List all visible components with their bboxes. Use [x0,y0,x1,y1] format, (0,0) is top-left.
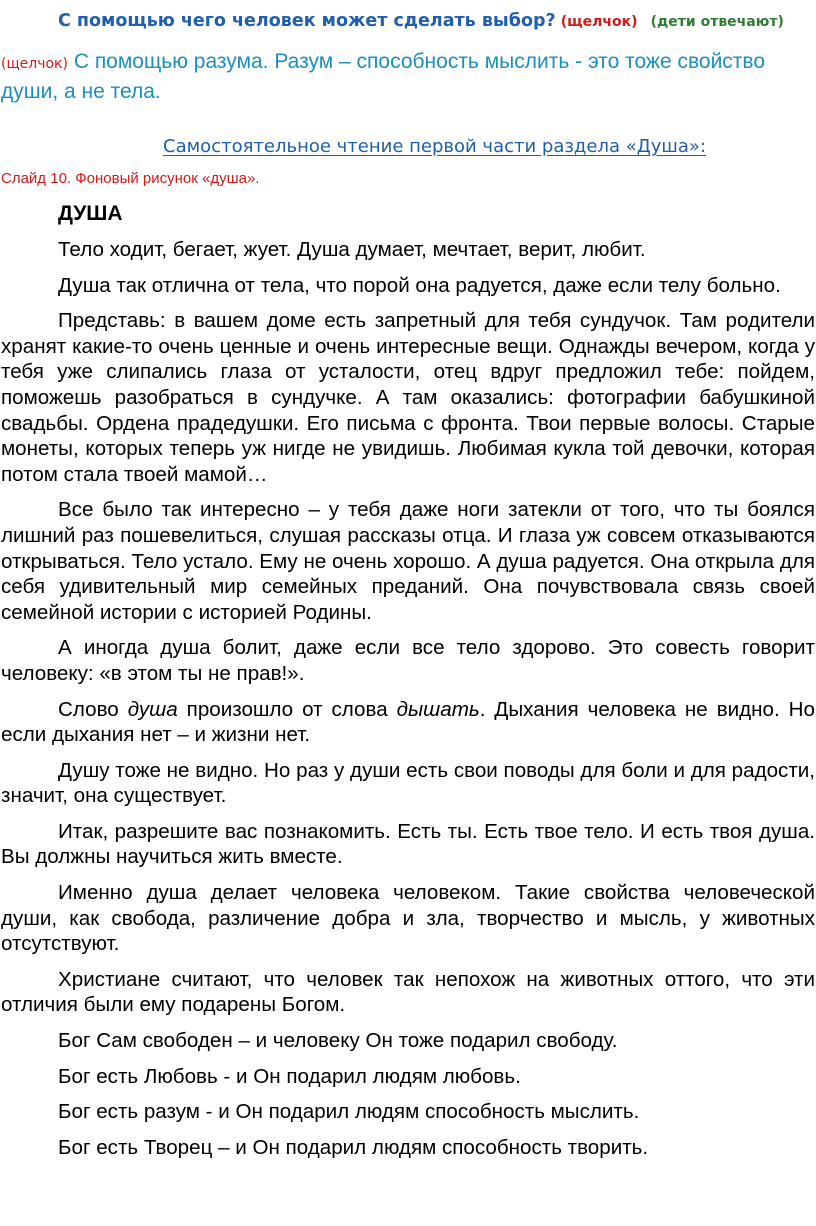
section-title: Самостоятельное чтение первой части раздела «Душа»: [163,136,707,157]
reading-heading: ДУША [58,202,123,225]
paragraph: Душа так отлична от тела, что порой она радуется, даже если телу больно. [58,273,781,297]
paragraph: Именно душа делает человека человеком. Такие свойства человеческой души, как свобода, различение добра и зла, творчество и мысль, у животных отсутствуют. [1,881,815,956]
reading-text [1,200,815,1170]
answer-text: С помощью разума. Разум – способность мыслить - это тоже свойство души, а не тела. [1,50,766,103]
teacher-question [58,11,808,31]
paragraph: Бог есть Творец – и Он подарил людям способность творить. [58,1135,649,1159]
paragraph: Душу тоже не видно. Но раз у души есть свои поводы для боли и для радости, значит, она существует. [1,758,815,808]
italic-word: душа [127,697,178,721]
click-note: (щелчок) [560,14,638,30]
paragraph-text: Слово [58,697,128,721]
paragraph: Бог Сам свободен – и человеку Он тоже подарил свободу. [58,1029,618,1053]
paragraph: А иногда душа болит, даже если все тело здорово. Это совесть говорит человеку: «в этом ты не прав!». [1,636,815,685]
slide-note: Слайд 10. Фоновый рисунок «душа». [1,170,260,187]
paragraph: Христиане считают, что человек так непохож на животных оттого, что эти отличия были ему подарены Богом. [1,967,815,1017]
paragraph: Представь: в вашем доме есть запретный для тебя сундучок. Там родители хранят какие-то очень ценные и очень интересные вещи. Однажды вечером, когда у тебя уже слипались глаза от усталости, отец вдруг предложил тебе: пойдем, поможешь разобраться в сундучке. А там оказались: фотографии бабушкиной свадьбы. Ордена прадедушки. Его письма с фронта. Твои первые волосы. Старые монеты, которых теперь уж нигде не увидишь. Любимая кукла той девочки, которая потом стала твоей мамой… [1,309,815,486]
paragraph: Бог есть разум - и Он подарил людям способность мыслить. [58,1100,640,1124]
children-answer-note: (дети отвечают) [650,14,784,30]
click-note: (щелчок) [1,56,68,72]
paragraph: Все было так интересно – у тебя даже ноги затекли от того, что ты боялся лишний раз пошевелиться, слушая рассказы отца. И глаза уж совсем отказываются открываться. Тело устало. Ему не очень хорошо. А душа радуется. Она открыла для себя удивительный мир семейных преданий. Она почувствовала связь своей семейной истории с историей Родины. [1,498,815,624]
paragraph: Тело ходит, бегает, жует. Душа думает, мечтает, верит, любит. [58,238,646,261]
italic-word: дышать [396,697,480,721]
paragraph [1,697,815,748]
paragraph: Итак, разрешите вас познакомить. Есть ты. Есть твое тело. И есть твоя душа. Вы должны научиться жить вместе. [1,819,815,869]
paragraph-text: произошло от слова [177,697,397,721]
paragraph: Бог есть Любовь - и Он подарил людям любовь. [58,1064,521,1088]
paragraph-text: . Дыхания человека не видно. Но если дыхания нет – и жизни нет. [1,697,815,747]
teacher-answer [1,48,813,105]
question-text: С помощью чего человек может сделать выбор? [58,11,556,31]
